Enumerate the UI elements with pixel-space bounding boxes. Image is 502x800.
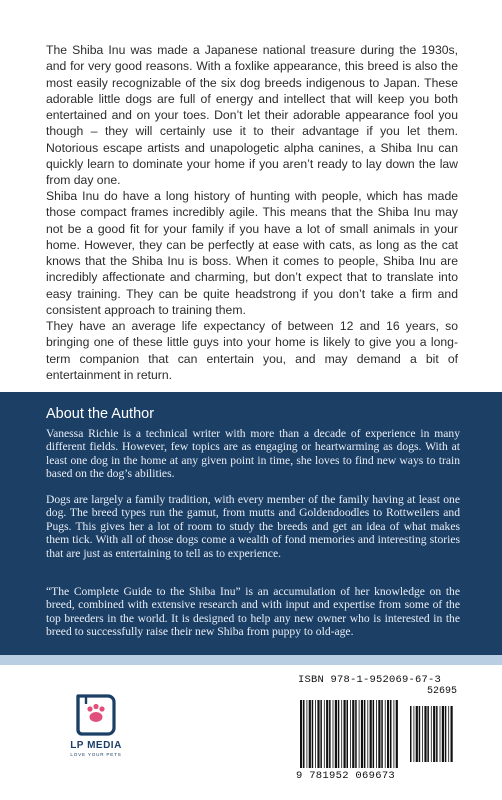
barcode-bar <box>378 700 380 768</box>
about-author-section <box>0 392 502 655</box>
barcode-bar <box>355 700 357 768</box>
barcode-bar <box>344 700 346 768</box>
barcode-bar <box>394 700 395 768</box>
barcode-bar <box>448 706 449 762</box>
barcode-bar <box>333 700 334 768</box>
barcode-bar <box>431 706 432 762</box>
barcode-bar <box>324 700 325 768</box>
barcode-bar <box>427 706 429 762</box>
barcode-bar <box>416 706 418 762</box>
barcode-bar <box>300 700 302 768</box>
barcode-bar <box>326 700 328 768</box>
barcode-bar <box>442 706 444 762</box>
description-paragraph: They have an average life expectancy of between 12 and 16 years, so bringing one of these little guys into your home is likely to give you a long-term companion that can entertain you, and may demand a bit of entertainment in return. <box>46 319 458 382</box>
barcode-bar <box>422 706 423 762</box>
author-paragraph: Vanessa Richie is a technical writer with more than a decade of experience in many different fields. However, few topics are as engaging or heartwarming as dogs. With at least one dog in the home at any given point in time, she loves to find new ways to train based on the dog’s abilities. <box>46 427 460 481</box>
barcode-bar <box>373 700 375 768</box>
publisher-tagline: LOVE YOUR PETS <box>70 752 122 757</box>
isbn-label: ISBN 978-1-952069-67-3 <box>298 674 442 686</box>
barcode-bar <box>390 700 392 768</box>
barcode-bar <box>440 706 441 762</box>
price-code: 52695 <box>427 686 458 697</box>
barcode-bar <box>387 700 389 768</box>
barcode-bar <box>367 700 368 768</box>
description-paragraph: The Shiba Inu was made a Japanese national treasure during the 1930s, and for very good reasons. With a foxlike appearance, this breed is also the most easily recognizable of the six dog breeds indigenous to Japan. These adorable little dogs are full of energy and intellect that will keep you both entertained and on your toes. Don’t let their adorable appearance fool you though – they will certainly use it to their advantage if you let them. Notorious escape artists and unapologetic alpha canines, a Shiba Inu can quickly learn to dominate your home if you aren’t ready to lay down the law from day one. <box>46 43 458 188</box>
barcode-bar <box>370 700 372 768</box>
description-section <box>0 0 502 392</box>
barcode-bar <box>396 700 398 768</box>
barcode-bar <box>347 700 349 768</box>
barcode-bars <box>298 688 454 768</box>
barcode-bar <box>338 700 340 768</box>
barcode-bar <box>335 700 337 768</box>
about-author-heading: About the Author <box>46 406 155 422</box>
book-paw-icon <box>64 690 128 780</box>
barcode-bar <box>352 700 354 768</box>
barcode-bar <box>361 700 363 768</box>
barcode-bar <box>424 706 426 762</box>
barcode-bar <box>317 700 319 768</box>
barcode-bar <box>364 700 366 768</box>
barcode-bar <box>414 706 415 762</box>
barcode-bar <box>381 700 383 768</box>
barcode-bar <box>419 706 421 762</box>
barcode-bar <box>436 706 438 762</box>
barcode-bar <box>303 700 305 768</box>
barcode-bar <box>320 700 322 768</box>
barcode-bar <box>341 700 342 768</box>
barcode-bar <box>433 706 435 762</box>
barcode-digits: 9 781952 069673 <box>296 770 396 782</box>
barcode-bar <box>312 700 314 768</box>
barcode-bar <box>385 700 386 768</box>
author-paragraph: Dogs are largely a family tradition, with every member of the family having at least one dog. The breed types run the gamut, from mutts and Goldendoodles to Rottweilers and Pugs. This gives her a lot of room to study the breeds and get an idea of what makes them tick. With all of those dogs come a wealth of fond memories and interesting stories that are just as entertaining to tell as to experience. <box>46 493 460 560</box>
barcode-bar <box>329 700 331 768</box>
barcode-bar <box>410 706 412 762</box>
publisher-name: LP MEDIA <box>70 740 122 751</box>
description-paragraph: Shiba Inu do have a long history of hunting with people, which has made those compact frames incredibly agile. This means that the Shiba Inu may not be a good fit for your family if you have a lot of small animals in your home. However, they can be perfectly at ease with cats, as long as the cat knows that the Shiba Inu is boss. When it comes to people, Shiba Inu are incredibly affectionate and charming, but don’t expect that to translate into easy training. They can be quite headstrong if you don’t take a firm and consistent approach to training them. <box>46 189 458 318</box>
divider-stripe <box>0 655 502 665</box>
barcode-bar <box>309 700 311 768</box>
barcode-bar <box>350 700 351 768</box>
barcode-bar <box>451 706 453 762</box>
barcode-bar <box>445 706 447 762</box>
barcode-bar <box>307 700 308 768</box>
barcode-bar <box>376 700 377 768</box>
author-paragraph: “The Complete Guide to the Shiba Inu” is an accumulation of her knowledge on the breed, combined with extensive research and with input and expertise from some of the top breeders in the world. It is designed to help any new owner who is interested in the breed to successfully raise their new Shiba from puppy to old-age. <box>46 585 460 639</box>
barcode-bar <box>315 700 316 768</box>
barcode-bar <box>359 700 360 768</box>
